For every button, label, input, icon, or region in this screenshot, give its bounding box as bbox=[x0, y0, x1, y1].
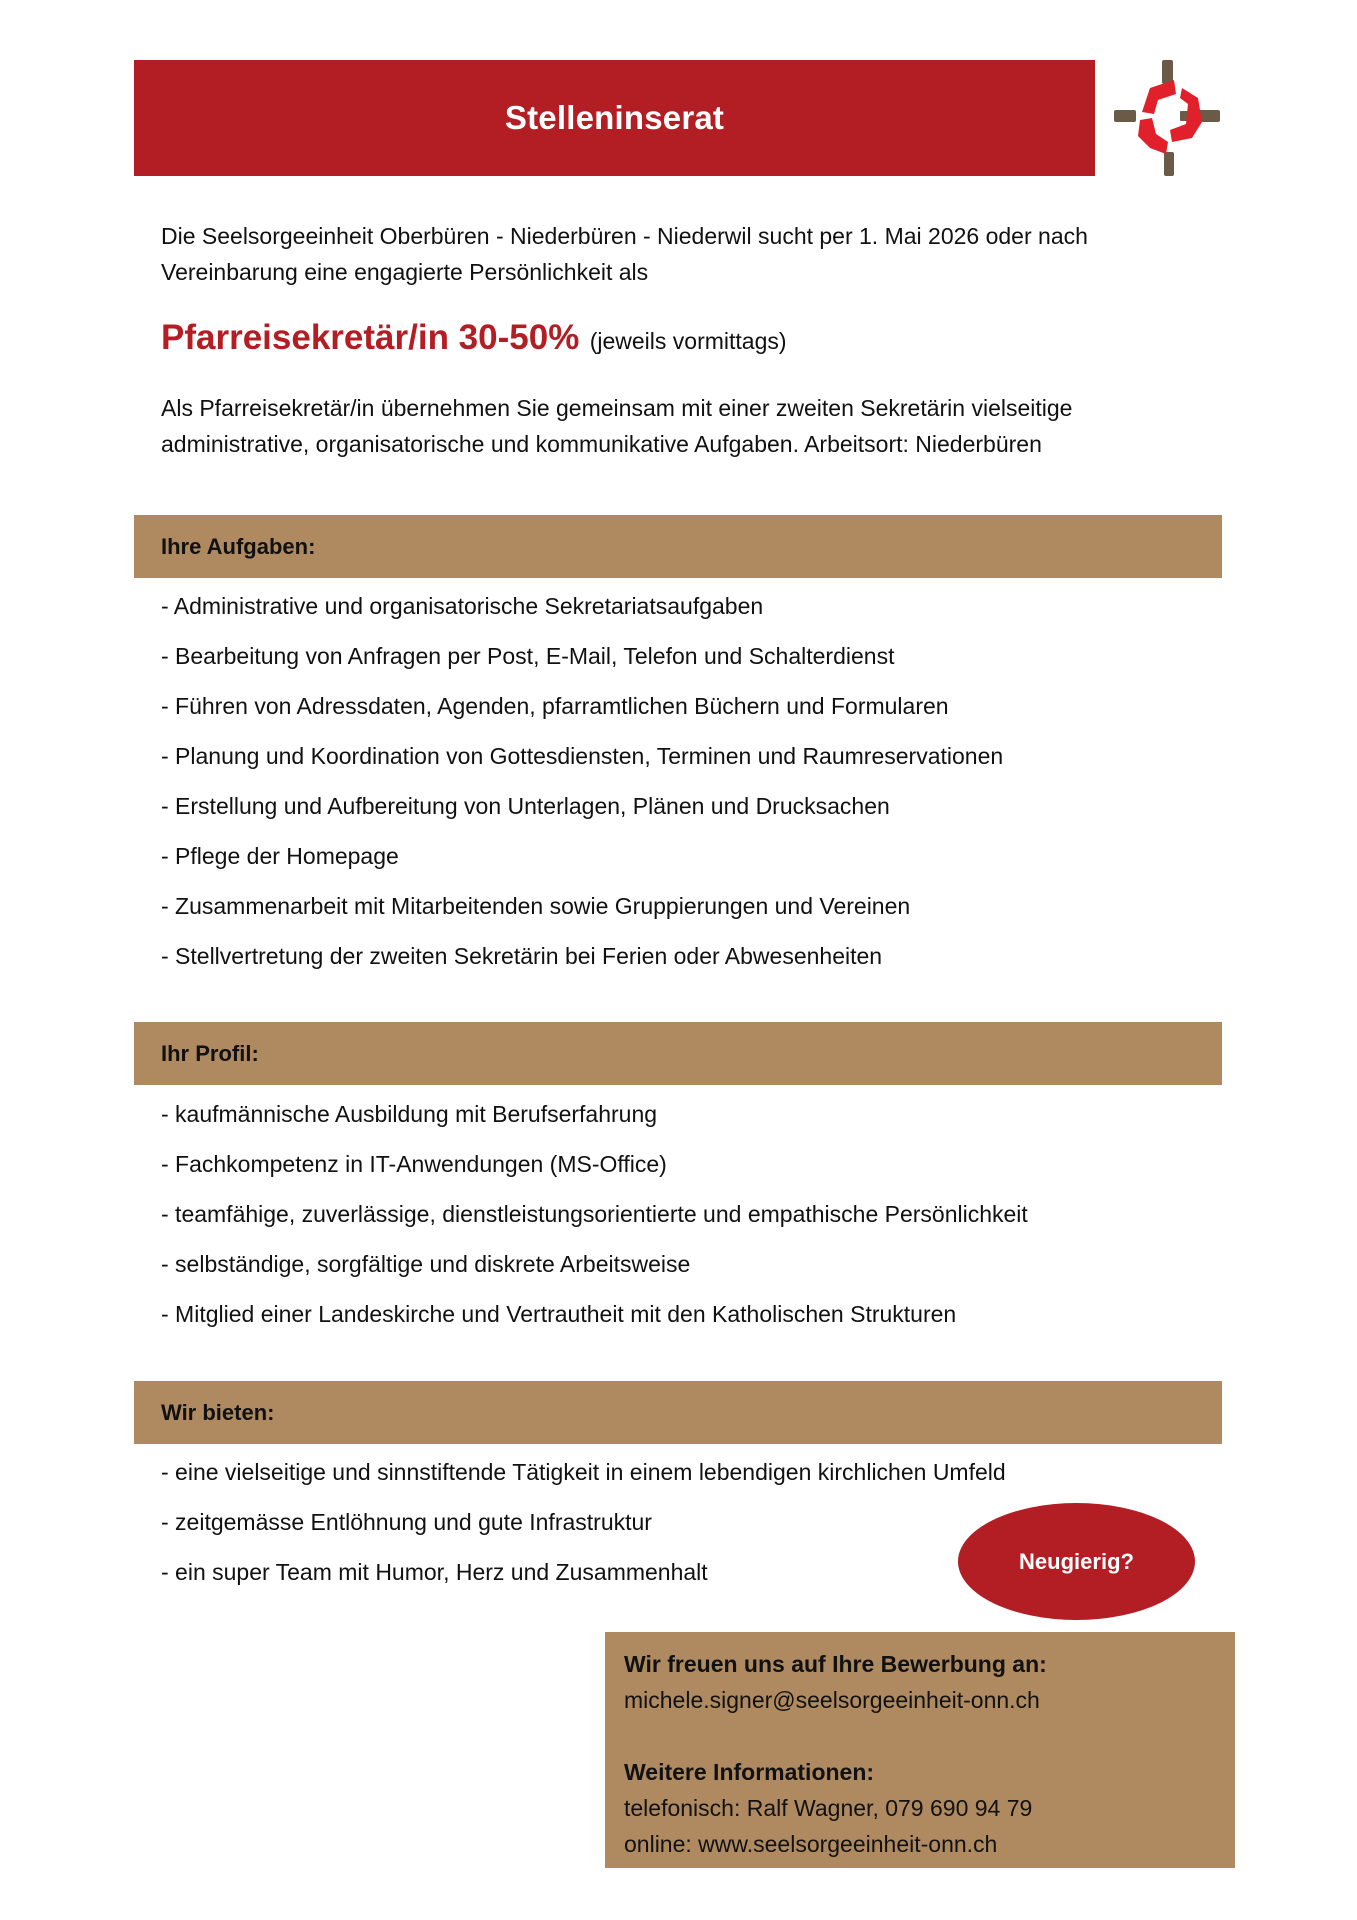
list-item: - Stellvertretung der zweiten Sekretärin bei Ferien oder Abwesenheiten bbox=[161, 943, 883, 969]
intro-text: Die Seelsorgeeinheit Oberbüren - Niederbüren - Niederwil sucht per 1. Mai 2026 oder nach Vereinbarung eine engagierte Persönlichkeit als bbox=[161, 223, 1088, 285]
section-title: Ihre Aufgaben: bbox=[161, 533, 316, 559]
section-title: Wir bieten: bbox=[161, 1399, 275, 1425]
list-item: - Führen von Adressdaten, Agenden, pfarramtlichen Büchern und Formularen bbox=[161, 693, 949, 719]
callout-label: Neugierig? bbox=[1019, 1548, 1134, 1574]
online-line bbox=[624, 1826, 1235, 1862]
info-heading: Weitere Informationen: bbox=[624, 1759, 875, 1785]
list-item: - Administrative und organisatorische Sekretariatsaufgaben bbox=[161, 593, 764, 619]
page-title: Stelleninserat bbox=[504, 99, 725, 136]
list-item: - selbständige, sorgfältige und diskrete Arbeitsweise bbox=[161, 1251, 691, 1277]
section-header-profile bbox=[134, 1022, 1222, 1085]
list-item: - Pflege der Homepage bbox=[161, 843, 399, 869]
header-bar bbox=[134, 60, 1095, 176]
list-item: - Fachkompetenz in IT-Anwendungen (MS-Office) bbox=[161, 1151, 667, 1177]
job-subtitle: (jeweils vormittags) bbox=[589, 328, 787, 354]
job-description: Als Pfarreisekretär/in übernehmen Sie gemeinsam mit einer zweiten Sekretärin vielseitige administrative, organisatorische und kommunikative Aufgaben. Arbeitsort: Niederbüren bbox=[161, 395, 1073, 457]
online-prefix: online: bbox=[624, 1831, 699, 1857]
list-item: - kaufmännische Ausbildung mit Berufserfahrung bbox=[161, 1101, 658, 1127]
cross-logo-icon bbox=[1110, 58, 1226, 178]
section-header-tasks bbox=[134, 515, 1222, 578]
list-item: - eine vielseitige und sinnstiftende Tätigkeit in einem lebendigen kirchlichen Umfeld bbox=[161, 1459, 1006, 1485]
list-item: - zeitgemässe Entlöhnung und gute Infrastruktur bbox=[161, 1509, 652, 1535]
phone-line: telefonisch: Ralf Wagner, 079 690 94 79 bbox=[624, 1795, 1033, 1821]
list-item: - Zusammenarbeit mit Mitarbeitenden sowie Gruppierungen und Vereinen bbox=[161, 893, 911, 919]
email-link[interactable]: michele.signer@seelsorgeeinheit-onn.ch bbox=[624, 1687, 1040, 1713]
curious-callout bbox=[958, 1503, 1195, 1620]
tasks-list bbox=[161, 588, 1221, 988]
job-title: Pfarreisekretär/in 30-50% bbox=[161, 318, 580, 357]
list-item: - Erstellung und Aufbereitung von Unterlagen, Plänen und Drucksachen bbox=[161, 793, 890, 819]
section-header-offer bbox=[134, 1381, 1222, 1444]
list-item: - teamfähige, zuverlässige, dienstleistungsorientierte und empathische Persönlichkeit bbox=[161, 1201, 1028, 1227]
profile-list bbox=[161, 1096, 1221, 1346]
spacer bbox=[624, 1718, 1235, 1754]
list-item: - Mitglied einer Landeskirche und Vertrautheit mit den Katholischen Strukturen bbox=[161, 1301, 957, 1327]
section-title: Ihr Profil: bbox=[161, 1040, 259, 1066]
apply-heading: Wir freuen uns auf Ihre Bewerbung an: bbox=[624, 1651, 1047, 1677]
contact-box bbox=[605, 1632, 1235, 1868]
job-title-line bbox=[161, 318, 787, 358]
list-item: - Bearbeitung von Anfragen per Post, E-Mail, Telefon und Schalterdienst bbox=[161, 643, 895, 669]
website-link[interactable]: www.seelsorgeeinheit-onn.ch bbox=[698, 1831, 998, 1857]
list-item: - ein super Team mit Humor, Herz und Zusammenhalt bbox=[161, 1559, 708, 1585]
list-item: - Planung und Koordination von Gottesdiensten, Terminen und Raumreservationen bbox=[161, 743, 1004, 769]
